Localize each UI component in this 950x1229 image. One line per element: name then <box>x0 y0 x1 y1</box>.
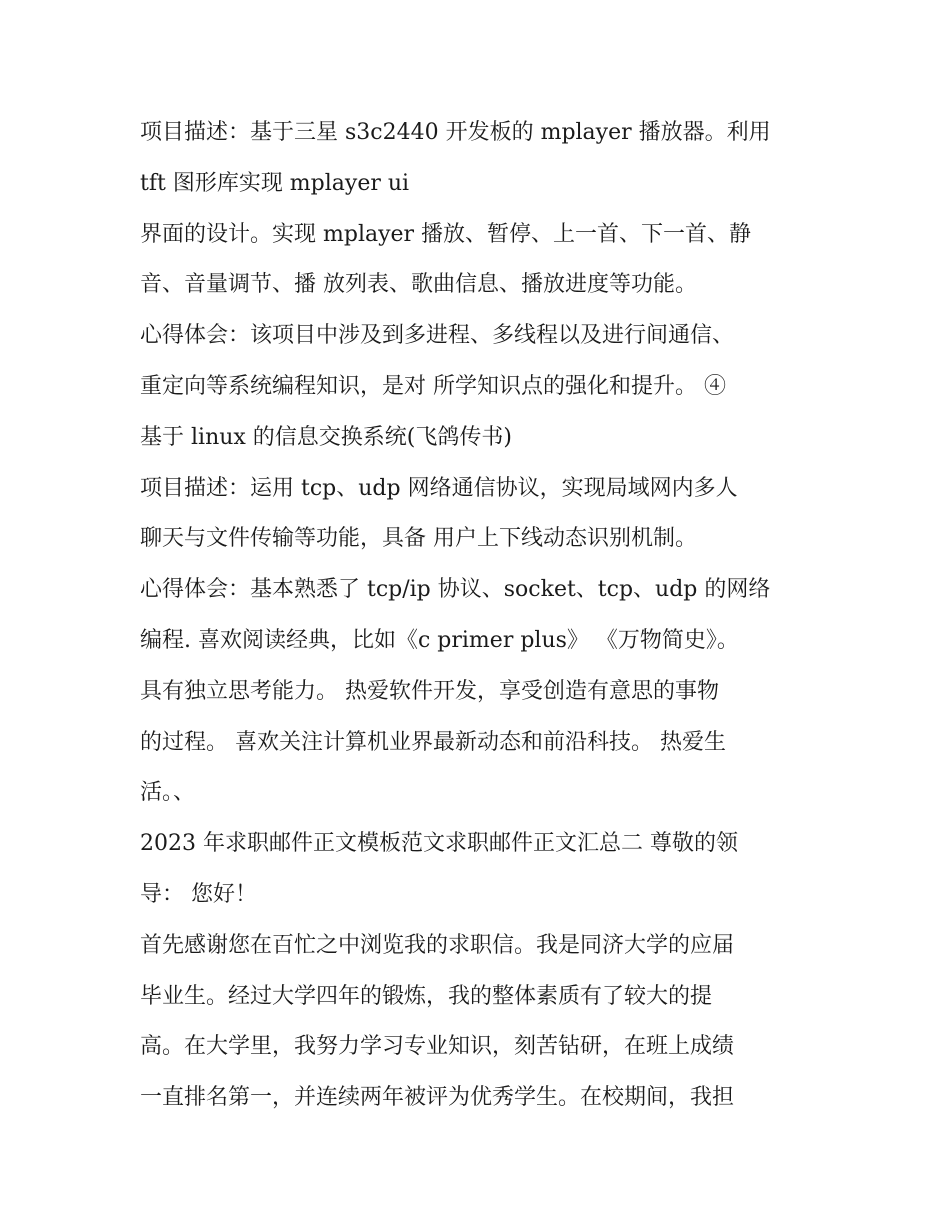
text-line: 导： 您好！ <box>140 881 257 907</box>
text-line: 重定向等系统编程知识，是对 所学知识点的强化和提升。 ④ <box>140 373 726 399</box>
text-line: 2023 年求职邮件正文模板范文求职邮件正文汇总二 尊敬的领 <box>140 831 738 857</box>
document-body <box>140 108 820 1124</box>
text-line: 心得体会：基本熟悉了 tcp/ip 协议、socket、tcp、udp 的网络 <box>140 577 771 603</box>
text-line: 毕业生。经过大学四年的锻炼，我的整体素质有了较大的提 <box>140 983 713 1009</box>
text-line: 一直排名第一，并连续两年被评为优秀学生。在校期间，我担 <box>140 1085 735 1111</box>
text-line: 聊天与文件传输等功能，具备 用户上下线动态识别机制。 <box>140 526 697 552</box>
text-line: 的过程。 喜欢关注计算机业界最新动态和前沿科技。 热爱生 <box>140 729 726 755</box>
text-line: 项目描述：运用 tcp、udp 网络通信协议，实现局域网内多人 <box>140 475 738 501</box>
text-line: 具有独立思考能力。 热爱软件开发，享受创造有意思的事物 <box>140 678 719 704</box>
text-line: 活。、 <box>140 780 196 806</box>
text-line: 编程. 喜欢阅读经典，比如《c primer plus》 《万物简史》。 <box>140 627 739 653</box>
text-line: 项目描述：基于三星 s3c2440 开发板的 mplayer 播放器。利用 <box>140 120 771 145</box>
text-line: 基于 linux 的信息交换系统(飞鸽传书) <box>140 424 512 450</box>
text-line: 心得体会：该项目中涉及到多进程、多线程以及进行间通信、 <box>140 323 735 349</box>
text-line: 音、音量调节、播 放列表、歌曲信息、播放进度等功能。 <box>140 272 697 298</box>
text-line: 高。在大学里，我努力学习专业知识，刻苦钻研，在班上成绩 <box>140 1034 735 1060</box>
text-line: 界面的设计。实现 mplayer 播放、暂停、上一首、下一首、静 <box>140 221 752 247</box>
text-line: tft 图形库实现 mplayer ui <box>140 170 410 196</box>
text-line: 首先感谢您在百忙之中浏览我的求职信。我是同济大学的应届 <box>140 932 735 958</box>
